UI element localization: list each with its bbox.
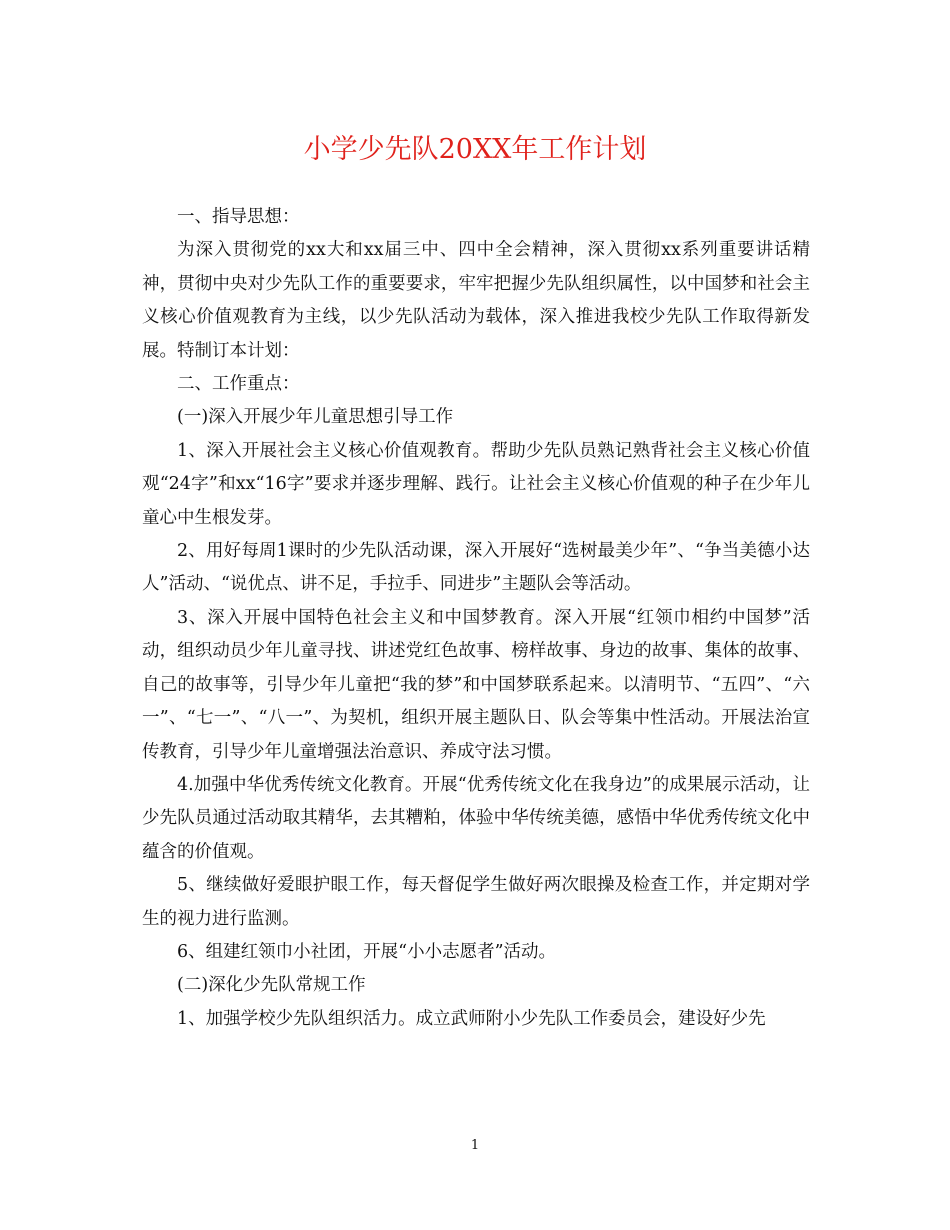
subsection-heading: (一)深入开展少年儿童思想引导工作 bbox=[177, 407, 454, 428]
section-heading-guiding-thought: 一、指导思想： bbox=[177, 207, 300, 227]
paragraph: 1、深入开展社会主义核心价值观教育。帮助少先队员熟记熟背社会主义核心价值观“24字”和xx“16字”要求并逐步理解、践行。让社会主义核心价值观的种子在少年儿童心中生根发芽。 bbox=[142, 440, 810, 528]
paragraph: 为深入贯彻党的xx大和xx届三中、四中全会精神，深入贯彻xx系列重要讲话精神，贯彻中央对少先队工作的重要要求，牢牢把握少先队组织属性，以中国梦和社会主义核心价值观教育为主线，以少先队活动为载体，深入推进我校少先队工作取得新发展。特制订本计划： bbox=[142, 240, 810, 361]
paragraph: 4.加强中华优秀传统文化教育。开展“优秀传统文化在我身边”的成果展示活动，让少先队员通过活动取其精华，去其糟粕，体验中华传统美德，感悟中华优秀传统文化中蕴含的价值观。 bbox=[142, 774, 810, 862]
paragraph: 1、加强学校少先队组织活力。成立武师附小少先队工作委员会，建设好少先 bbox=[177, 1008, 766, 1029]
section-heading-work-focus: 二、工作重点： bbox=[177, 374, 300, 395]
document-body bbox=[142, 201, 810, 1036]
paragraph: 5、继续做好爱眼护眼工作，每天督促学生做好两次眼操及检查工作，并定期对学生的视力进行监测。 bbox=[142, 875, 810, 929]
paragraph: 6、组建红领巾小社团，开展“小小志愿者”活动。 bbox=[177, 941, 557, 962]
page-number: 1 bbox=[470, 1138, 480, 1153]
paragraph: 2、用好每周1课时的少先队活动课，深入开展好“选树最美少年”、“争当美德小达人”活动、“说优点、讲不足，手拉手、同进步”主题队会等活动。 bbox=[142, 541, 810, 595]
subsection-heading: (二)深化少先队常规工作 bbox=[177, 975, 366, 996]
document-title: 小学少先队20XX年工作计划 bbox=[303, 134, 647, 165]
paragraph: 3、深入开展中国特色社会主义和中国梦教育。深入开展“红领巾相约中国梦”活动，组织动员少年儿童寻找、讲述党红色故事、榜样故事、身边的故事、集体的故事、自己的故事等，引导少年儿童把“我的梦”和中国梦联系起来。以清明节、“五四”、“六一”、“七一”、“八一”、为契机，组织开展主题队日、队会等集中性活动。开展法治宣传教育，引导少年儿童增强法治意识、养成守法习惯。 bbox=[142, 607, 810, 762]
